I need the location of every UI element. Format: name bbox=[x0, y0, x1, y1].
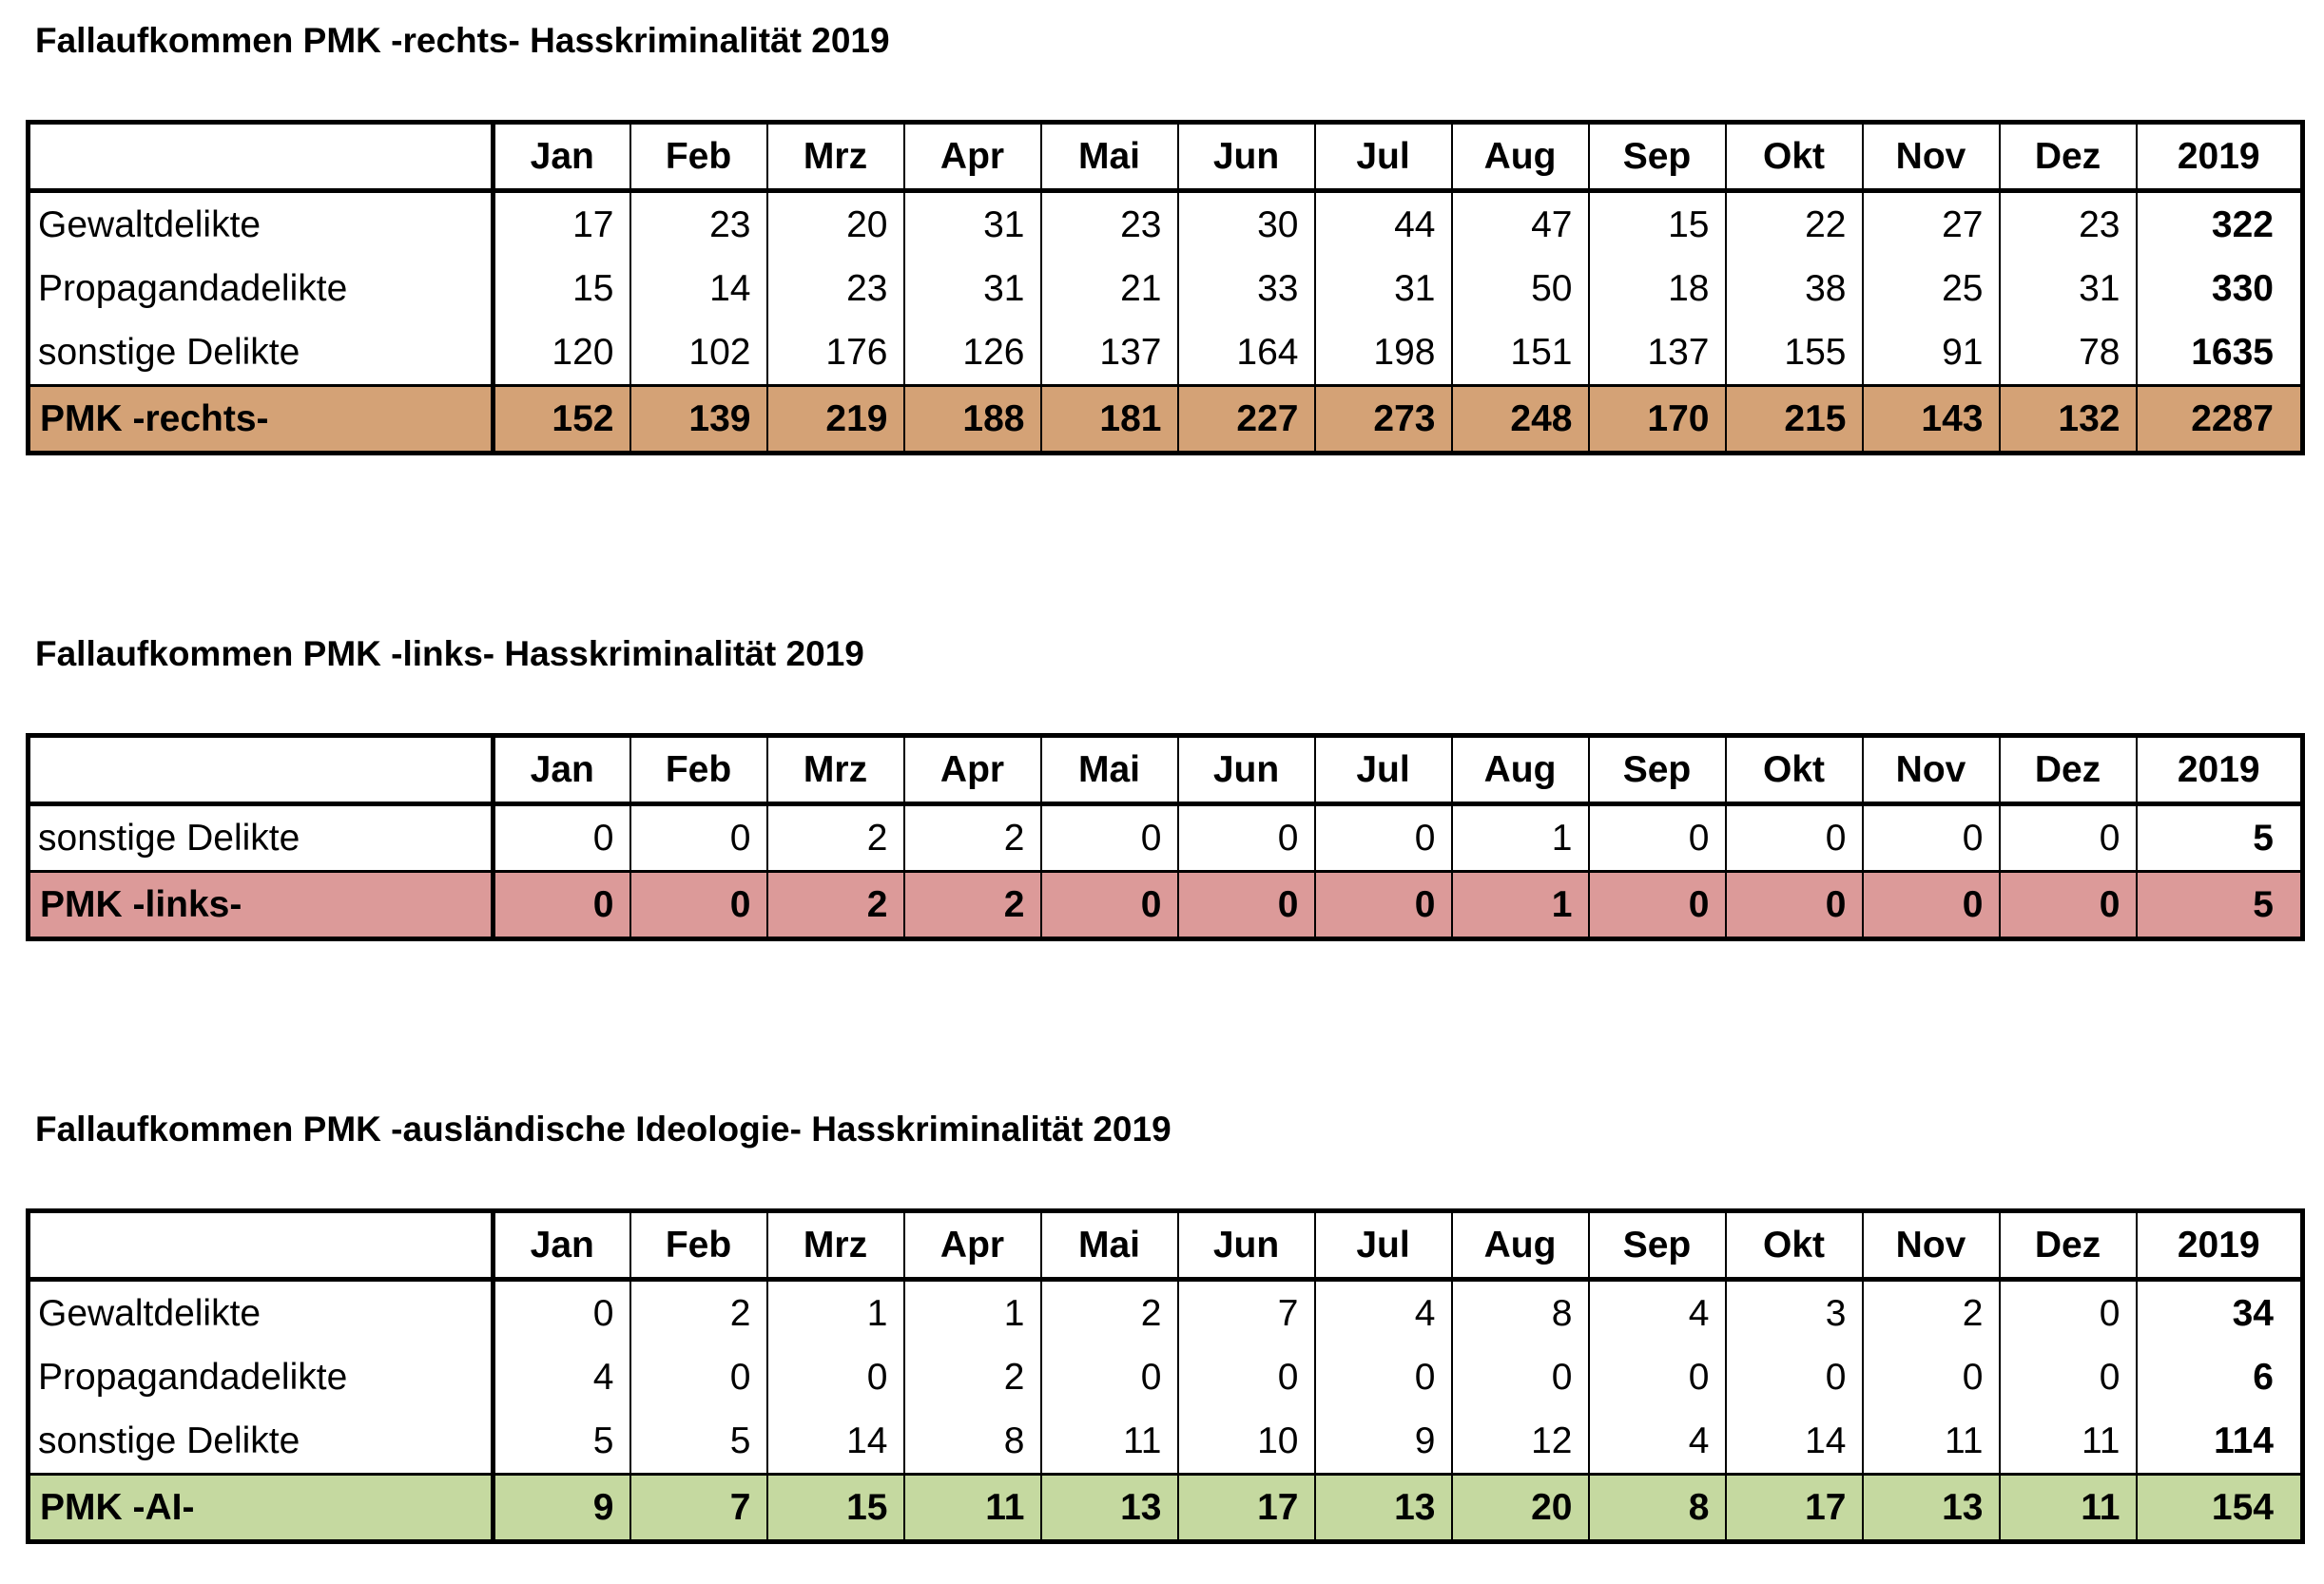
table-row bbox=[29, 257, 2303, 320]
cell-value: 38 bbox=[1726, 257, 1863, 320]
cell-value: 132 bbox=[2000, 386, 2137, 454]
sum-row bbox=[29, 872, 2303, 939]
cell-value: 0 bbox=[1863, 872, 2000, 939]
cell-value: 11 bbox=[2000, 1475, 2137, 1542]
cell-value: 21 bbox=[1041, 257, 1178, 320]
cell-value: 1 bbox=[1452, 804, 1589, 872]
cell-value: 143 bbox=[1863, 386, 2000, 454]
cell-value: 2 bbox=[1041, 1280, 1178, 1346]
cell-value: 10 bbox=[1178, 1409, 1315, 1475]
header-month: Nov bbox=[1863, 123, 2000, 191]
header-month: Dez bbox=[2000, 1211, 2137, 1280]
header-month: Sep bbox=[1589, 736, 1726, 804]
header-month: Mrz bbox=[767, 1211, 904, 1280]
cell-value: 102 bbox=[630, 320, 767, 386]
cell-value: 13 bbox=[1863, 1475, 2000, 1542]
cell-value: 1 bbox=[767, 1280, 904, 1346]
cell-value: 0 bbox=[1589, 872, 1726, 939]
cell-value: 0 bbox=[494, 872, 630, 939]
cell-value: 227 bbox=[1178, 386, 1315, 454]
cell-value: 215 bbox=[1726, 386, 1863, 454]
cell-value: 14 bbox=[630, 257, 767, 320]
header-month: Mai bbox=[1041, 736, 1178, 804]
cell-value: 181 bbox=[1041, 386, 1178, 454]
cell-total: 2287 bbox=[2137, 386, 2303, 454]
cell-value: 17 bbox=[494, 191, 630, 258]
header-month: Feb bbox=[630, 736, 767, 804]
cell-value: 4 bbox=[1589, 1280, 1726, 1346]
cell-value: 0 bbox=[1178, 804, 1315, 872]
cell-value: 0 bbox=[630, 872, 767, 939]
cell-value: 11 bbox=[1041, 1409, 1178, 1475]
cell-value: 0 bbox=[2000, 1280, 2137, 1346]
cell-value: 152 bbox=[494, 386, 630, 454]
header-month: Feb bbox=[630, 123, 767, 191]
table-links bbox=[26, 733, 2305, 941]
cell-value: 9 bbox=[494, 1475, 630, 1542]
cell-value: 13 bbox=[1041, 1475, 1178, 1542]
row-label: PMK -links- bbox=[29, 872, 494, 939]
header-month: Sep bbox=[1589, 123, 1726, 191]
cell-value: 14 bbox=[767, 1409, 904, 1475]
header-month: Mai bbox=[1041, 1211, 1178, 1280]
cell-value: 5 bbox=[494, 1409, 630, 1475]
cell-value: 0 bbox=[1589, 1345, 1726, 1409]
cell-value: 0 bbox=[2000, 872, 2137, 939]
cell-value: 0 bbox=[1178, 872, 1315, 939]
header-year: 2019 bbox=[2137, 736, 2303, 804]
header-row bbox=[29, 1211, 2303, 1280]
cell-value: 11 bbox=[2000, 1409, 2137, 1475]
cell-total: 6 bbox=[2137, 1345, 2303, 1409]
cell-total: 322 bbox=[2137, 191, 2303, 258]
table-row bbox=[29, 320, 2303, 386]
cell-value: 0 bbox=[1041, 804, 1178, 872]
cell-value: 14 bbox=[1726, 1409, 1863, 1475]
cell-value: 11 bbox=[904, 1475, 1041, 1542]
row-label: sonstige Delikte bbox=[29, 1409, 494, 1475]
cell-total: 330 bbox=[2137, 257, 2303, 320]
cell-value: 219 bbox=[767, 386, 904, 454]
cell-value: 164 bbox=[1178, 320, 1315, 386]
title-rechts: Fallaufkommen PMK -rechts- Hasskriminalität 2019 bbox=[35, 21, 890, 60]
table-row bbox=[29, 191, 2303, 258]
header-month: Jun bbox=[1178, 123, 1315, 191]
header-row bbox=[29, 123, 2303, 191]
cell-total: 5 bbox=[2137, 872, 2303, 939]
cell-value: 20 bbox=[1452, 1475, 1589, 1542]
cell-value: 0 bbox=[1726, 1345, 1863, 1409]
cell-value: 23 bbox=[1041, 191, 1178, 258]
header-row bbox=[29, 736, 2303, 804]
header-month: Mrz bbox=[767, 123, 904, 191]
header-month: Jan bbox=[494, 123, 630, 191]
header-month: Mrz bbox=[767, 736, 904, 804]
row-label: Gewaltdelikte bbox=[29, 1280, 494, 1346]
cell-value: 7 bbox=[1178, 1280, 1315, 1346]
cell-value: 137 bbox=[1041, 320, 1178, 386]
cell-value: 0 bbox=[1315, 872, 1452, 939]
cell-value: 4 bbox=[494, 1345, 630, 1409]
cell-value: 2 bbox=[630, 1280, 767, 1346]
cell-value: 23 bbox=[767, 257, 904, 320]
cell-value: 15 bbox=[1589, 191, 1726, 258]
cell-value: 7 bbox=[630, 1475, 767, 1542]
cell-value: 30 bbox=[1178, 191, 1315, 258]
cell-value: 4 bbox=[1589, 1409, 1726, 1475]
cell-total: 1635 bbox=[2137, 320, 2303, 386]
header-month: Jul bbox=[1315, 1211, 1452, 1280]
cell-value: 0 bbox=[767, 1345, 904, 1409]
cell-value: 139 bbox=[630, 386, 767, 454]
cell-value: 120 bbox=[494, 320, 630, 386]
cell-value: 18 bbox=[1589, 257, 1726, 320]
cell-value: 1 bbox=[904, 1280, 1041, 1346]
header-month: Mai bbox=[1041, 123, 1178, 191]
cell-value: 0 bbox=[1041, 872, 1178, 939]
cell-value: 31 bbox=[904, 191, 1041, 258]
header-month: Jul bbox=[1315, 736, 1452, 804]
sum-row bbox=[29, 1475, 2303, 1542]
header-month: Nov bbox=[1863, 1211, 2000, 1280]
header-month: Jan bbox=[494, 1211, 630, 1280]
header-empty-cell bbox=[29, 123, 494, 191]
cell-value: 2 bbox=[904, 1345, 1041, 1409]
header-month: Nov bbox=[1863, 736, 2000, 804]
cell-value: 1 bbox=[1452, 872, 1589, 939]
cell-value: 0 bbox=[494, 804, 630, 872]
cell-value: 188 bbox=[904, 386, 1041, 454]
cell-value: 22 bbox=[1726, 191, 1863, 258]
header-year: 2019 bbox=[2137, 1211, 2303, 1280]
header-month: Okt bbox=[1726, 1211, 1863, 1280]
cell-total: 114 bbox=[2137, 1409, 2303, 1475]
header-month: Apr bbox=[904, 736, 1041, 804]
cell-value: 0 bbox=[630, 1345, 767, 1409]
header-month: Sep bbox=[1589, 1211, 1726, 1280]
cell-value: 91 bbox=[1863, 320, 2000, 386]
table-row bbox=[29, 1280, 2303, 1346]
cell-value: 0 bbox=[1589, 804, 1726, 872]
cell-value: 248 bbox=[1452, 386, 1589, 454]
cell-value: 5 bbox=[630, 1409, 767, 1475]
row-label: sonstige Delikte bbox=[29, 320, 494, 386]
cell-value: 0 bbox=[2000, 804, 2137, 872]
cell-total: 5 bbox=[2137, 804, 2303, 872]
cell-value: 33 bbox=[1178, 257, 1315, 320]
cell-value: 8 bbox=[1589, 1475, 1726, 1542]
header-month: Dez bbox=[2000, 736, 2137, 804]
cell-value: 12 bbox=[1452, 1409, 1589, 1475]
cell-total: 154 bbox=[2137, 1475, 2303, 1542]
header-month: Okt bbox=[1726, 736, 1863, 804]
header-month: Feb bbox=[630, 1211, 767, 1280]
cell-value: 0 bbox=[1726, 872, 1863, 939]
cell-value: 50 bbox=[1452, 257, 1589, 320]
cell-value: 0 bbox=[1863, 804, 2000, 872]
cell-value: 3 bbox=[1726, 1280, 1863, 1346]
header-month: Aug bbox=[1452, 123, 1589, 191]
cell-value: 2 bbox=[904, 804, 1041, 872]
table-row bbox=[29, 1345, 2303, 1409]
cell-value: 15 bbox=[494, 257, 630, 320]
cell-value: 13 bbox=[1315, 1475, 1452, 1542]
cell-value: 137 bbox=[1589, 320, 1726, 386]
cell-value: 4 bbox=[1315, 1280, 1452, 1346]
cell-value: 31 bbox=[1315, 257, 1452, 320]
cell-value: 78 bbox=[2000, 320, 2137, 386]
cell-value: 27 bbox=[1863, 191, 2000, 258]
cell-value: 0 bbox=[1452, 1345, 1589, 1409]
cell-value: 0 bbox=[1726, 804, 1863, 872]
table-rechts bbox=[26, 120, 2305, 455]
header-month: Okt bbox=[1726, 123, 1863, 191]
cell-value: 151 bbox=[1452, 320, 1589, 386]
cell-value: 15 bbox=[767, 1475, 904, 1542]
cell-value: 273 bbox=[1315, 386, 1452, 454]
cell-value: 25 bbox=[1863, 257, 2000, 320]
header-month: Apr bbox=[904, 1211, 1041, 1280]
cell-value: 8 bbox=[1452, 1280, 1589, 1346]
table-row bbox=[29, 804, 2303, 872]
header-month: Jul bbox=[1315, 123, 1452, 191]
header-month: Aug bbox=[1452, 736, 1589, 804]
cell-value: 31 bbox=[904, 257, 1041, 320]
header-empty-cell bbox=[29, 736, 494, 804]
header-month: Jun bbox=[1178, 1211, 1315, 1280]
cell-value: 176 bbox=[767, 320, 904, 386]
cell-value: 2 bbox=[767, 804, 904, 872]
table-ai bbox=[26, 1208, 2305, 1544]
cell-value: 0 bbox=[2000, 1345, 2137, 1409]
row-label: Propagandadelikte bbox=[29, 257, 494, 320]
table-row bbox=[29, 1409, 2303, 1475]
cell-value: 44 bbox=[1315, 191, 1452, 258]
cell-value: 198 bbox=[1315, 320, 1452, 386]
title-ai: Fallaufkommen PMK -ausländische Ideologie- Hasskriminalität 2019 bbox=[35, 1110, 1172, 1149]
header-month: Jun bbox=[1178, 736, 1315, 804]
row-label: PMK -rechts- bbox=[29, 386, 494, 454]
cell-value: 23 bbox=[630, 191, 767, 258]
cell-value: 17 bbox=[1178, 1475, 1315, 1542]
header-month: Jan bbox=[494, 736, 630, 804]
cell-value: 0 bbox=[1041, 1345, 1178, 1409]
cell-value: 23 bbox=[2000, 191, 2137, 258]
cell-value: 17 bbox=[1726, 1475, 1863, 1542]
header-month: Apr bbox=[904, 123, 1041, 191]
cell-value: 31 bbox=[2000, 257, 2137, 320]
cell-value: 47 bbox=[1452, 191, 1589, 258]
row-label: Propagandadelikte bbox=[29, 1345, 494, 1409]
cell-value: 2 bbox=[767, 872, 904, 939]
cell-value: 11 bbox=[1863, 1409, 2000, 1475]
cell-value: 0 bbox=[1178, 1345, 1315, 1409]
header-month: Aug bbox=[1452, 1211, 1589, 1280]
row-label: PMK -AI- bbox=[29, 1475, 494, 1542]
sum-row bbox=[29, 386, 2303, 454]
cell-value: 2 bbox=[1863, 1280, 2000, 1346]
cell-value: 170 bbox=[1589, 386, 1726, 454]
cell-value: 8 bbox=[904, 1409, 1041, 1475]
cell-value: 0 bbox=[630, 804, 767, 872]
cell-value: 2 bbox=[904, 872, 1041, 939]
cell-value: 126 bbox=[904, 320, 1041, 386]
header-year: 2019 bbox=[2137, 123, 2303, 191]
cell-value: 0 bbox=[494, 1280, 630, 1346]
cell-value: 9 bbox=[1315, 1409, 1452, 1475]
cell-value: 0 bbox=[1315, 804, 1452, 872]
row-label: Gewaltdelikte bbox=[29, 191, 494, 258]
cell-value: 0 bbox=[1315, 1345, 1452, 1409]
header-empty-cell bbox=[29, 1211, 494, 1280]
cell-value: 20 bbox=[767, 191, 904, 258]
title-links: Fallaufkommen PMK -links- Hasskriminalität 2019 bbox=[35, 634, 864, 673]
cell-value: 0 bbox=[1863, 1345, 2000, 1409]
row-label: sonstige Delikte bbox=[29, 804, 494, 872]
header-month: Dez bbox=[2000, 123, 2137, 191]
cell-total: 34 bbox=[2137, 1280, 2303, 1346]
cell-value: 155 bbox=[1726, 320, 1863, 386]
